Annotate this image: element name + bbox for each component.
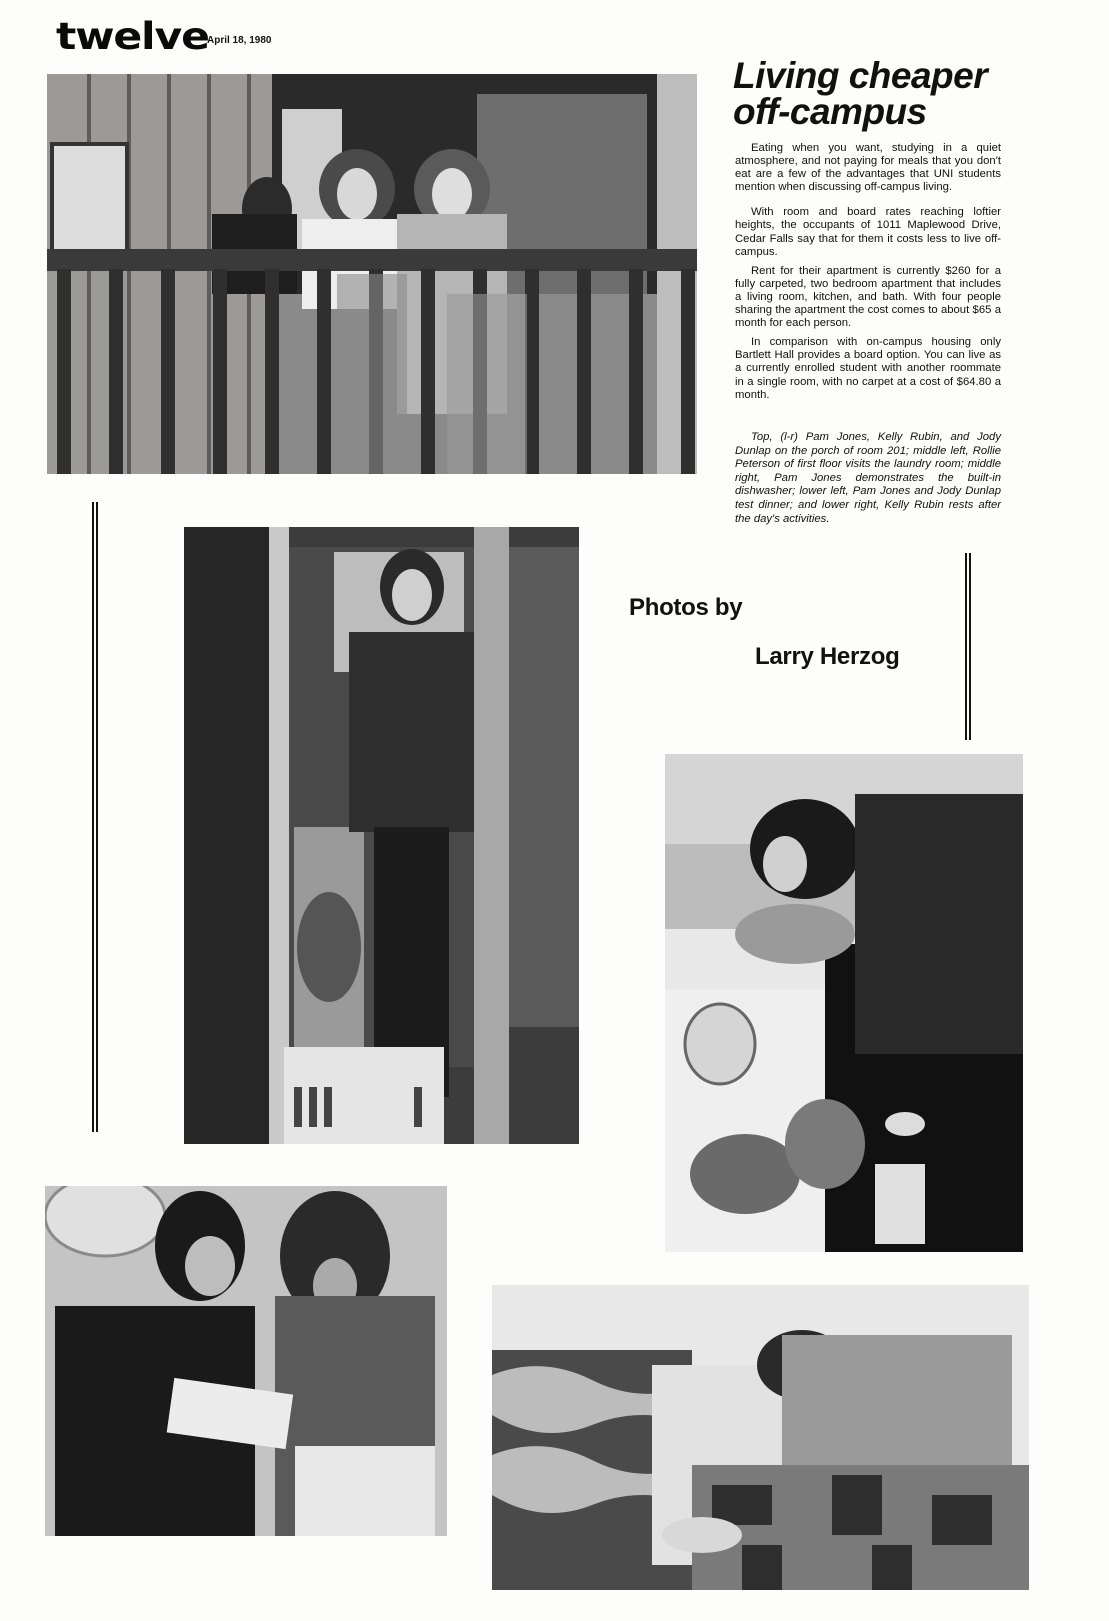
article-paragraph: Rent for their apartment is currently $260 for a fully carpeted, two bedroom apartment that includes a living room, kitchen, and bath. With four people sharing the apartment the cost comes to about $65 a month for each person. [735,264,1001,330]
headline-line-2: off-campus [733,91,927,132]
article-headline [733,55,1033,132]
article-paragraph: In comparison with on-campus housing only Bartlett Hall provides a board option. You can live as a currently enrolled student with another roommate in a single room, with no carpet at a cost of $64.80 a month. [735,336,1001,401]
photo-credit-name: Larry Herzog [755,643,900,670]
photo-lower-right-resting [492,1285,1029,1590]
section-masthead: twelve [56,15,209,58]
article-paragraph: With room and board rates reaching loftier heights, the occupants of 1011 Maplewood Drive, Cedar Falls say that for them it costs less to live off-campus. [735,206,1001,258]
column-rule-left [92,502,98,1132]
photo-middle-left-laundry [184,527,579,1144]
photo-lower-left-dinner [45,1186,447,1536]
article-paragraph: Eating when you want, studying in a quiet atmosphere, and not paying for meals that you don't eat are a few of the advantages that UNI students mention when discussing off-campus living. [735,142,1001,194]
article-body [735,142,1001,408]
photo-top-balcony [47,74,697,474]
column-rule-right [965,553,971,740]
photo-credit-label: Photos by [629,594,743,621]
headline-line-1: Living cheaper [733,55,988,96]
photo-middle-right-dishwasher [665,754,1023,1252]
issue-date: April 18, 1980 [207,35,272,46]
photo-caption: Top, (l-r) Pam Jones, Kelly Rubin, and Jody Dunlap on the porch of room 201; middle left, Rollie Peterson of first floor visits the laundry room; middle right, Pam Jones demonstrates the built-in dishwasher; lower left, Pam Jones and Jody Dunlap test dinner; and lower right, Kelly Rubin rests after the day's activities. [735,431,1001,525]
